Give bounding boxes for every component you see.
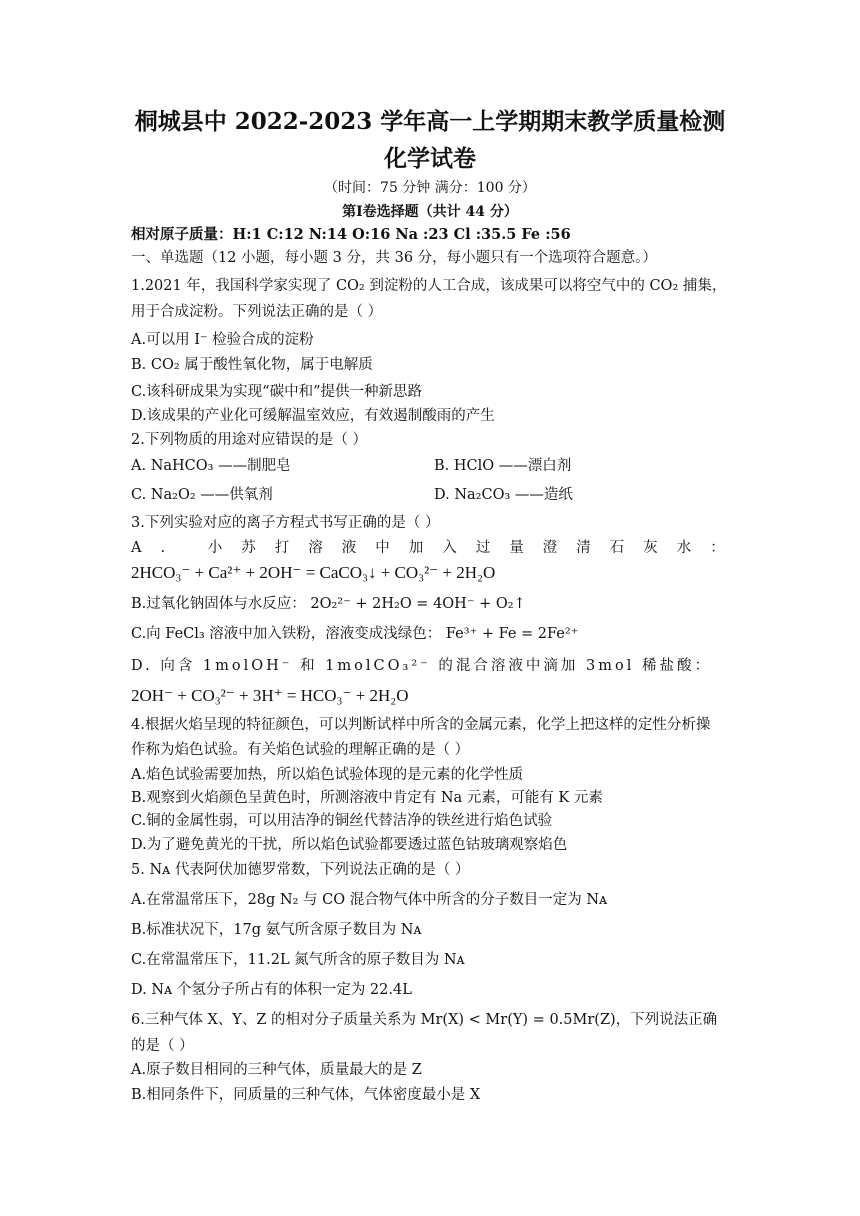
q1-option-b: B. CO₂ 属于酸性氧化物，属于电解质 [131,357,373,373]
q6-stem-1: 6.三种气体 X、Y、Z 的相对分子质量关系为 Mr(X) < Mr(Y) = 0.5Mr(Z)，下列说法正确 [131,1012,718,1028]
q5-option-c: C.在常温常压下，11.2L 氮气所含的原子数目为 Nᴀ [131,952,465,968]
q4-option-d: D.为了避免黄光的干扰，所以焰色试验都要透过蓝色钴玻璃观察焰色 [131,837,568,853]
q3-option-b: B.过氧化钠固体与水反应： 2O₂²⁻ + 2H₂O = 4OH⁻ + O₂↑ [131,596,526,612]
q2-option-b: B. HClO ——漂白剂 [434,458,572,474]
q4-option-c: C.铜的金属性弱，可以用洁净的铜丝代替洁净的铁丝进行焰色试验 [131,813,553,829]
q4-option-a: A.焰色试验需要加热，所以焰色试验体现的是元素的化学性质 [131,767,524,783]
q5-option-a: A.在常温常压下，28g N₂ 与 CO 混合物气体中所含的分子数目一定为 Nᴀ [131,892,608,908]
atomic-masses: 相对原子质量：H:1 C:12 N:14 O:16 Na :23 Cl :35.5 Fe :56 [131,226,571,243]
q6-option-b: B.相同条件下，同质量的三种气体，气体密度最小是 X [131,1087,481,1103]
q3-option-a: A. 小苏打溶液中加入过量澄清石灰水： [131,540,744,556]
q2-option-a: A. NaHCO₃ ——制肥皂 [131,458,291,474]
q2-option-c: C. Na₂O₂ ——供氧剂 [131,487,273,503]
q4-stem-1: 4.根据火焰呈现的特征颜色，可以判断试样中所含的金属元素，化学上把这样的定性分析操 [131,717,711,733]
section-title: 第Ⅰ卷选择题（共计 44 分） [342,204,518,220]
q3-stem: 3.下列实验对应的离子方程式书写正确的是（ ） [131,515,440,531]
q5-stem: 5. Nᴀ 代表阿伏加德罗常数，下列说法正确的是（ ） [131,862,470,878]
q6-option-a: A.原子数目相同的三种气体，质量最大的是 Z [131,1062,422,1078]
q2-stem: 2.下列物质的用途对应错误的是（ ） [131,432,367,448]
part-heading: 一、单选题（12 小题，每小题 3 分，共 36 分，每小题只有一个选项符合题意。） [131,250,657,266]
q1-option-c: C.该科研成果为实现“碳中和”提供一种新思路 [131,384,423,400]
q1-stem-2: 用于合成淀粉。下列说法正确的是（ ） [131,304,383,320]
q5-option-d: D. Nᴀ 个氢分子所占有的体积一定为 22.4L [131,982,412,998]
time-score: （时间：75 分钟 满分：100 分） [324,180,536,196]
q1-option-d: D.该成果的产业化可缓解温室效应，有效遏制酸雨的产生 [131,408,495,424]
exam-title: 桐城县中 2022-2023 学年高一上学期期末教学质量检测 [134,108,726,135]
q3-option-d: D. 向含 1molOH⁻ 和 1molCO₃²⁻ 的混合溶液中滴加 3mol 稀盐酸： [131,658,712,674]
q3-option-c: C.向 FeCl₃ 溶液中加入铁粉，溶液变成浅绿色： Fe³⁺ + Fe = 2Fe²⁺ [131,626,579,642]
q1-option-a: A.可以用 I⁻ 检验合成的淀粉 [131,332,314,348]
q3-option-d-equation: 2OH⁻ + CO₃²⁻ + 3H⁺ = HCO₃⁻ + 2H₂O [131,686,409,705]
q6-stem-2: 的是（ ） [131,1038,194,1054]
q4-option-b: B.观察到火焰颜色呈黄色时，所测溶液中肯定有 Na 元素，可能有 K 元素 [131,790,603,806]
q5-option-b: B.标准状况下，17g 氨气所含原子数目为 Nᴀ [131,922,422,938]
q1-stem-1: 1.2021 年，我国科学家实现了 CO₂ 到淀粉的人工合成，该成果可以将空气中的 CO₂ 捕集， [131,278,727,294]
q3-option-a-equation: 2HCO₃⁻ + Ca²⁺ + 2OH⁻ = CaCO₃↓ + CO₃²⁻ + 2H₂O [131,563,496,582]
q4-stem-2: 作称为焰色试验。有关焰色试验的理解正确的是（ ） [131,742,470,758]
q2-option-d: D. Na₂CO₃ ——造纸 [434,487,573,503]
exam-subject: 化学试卷 [384,145,476,172]
